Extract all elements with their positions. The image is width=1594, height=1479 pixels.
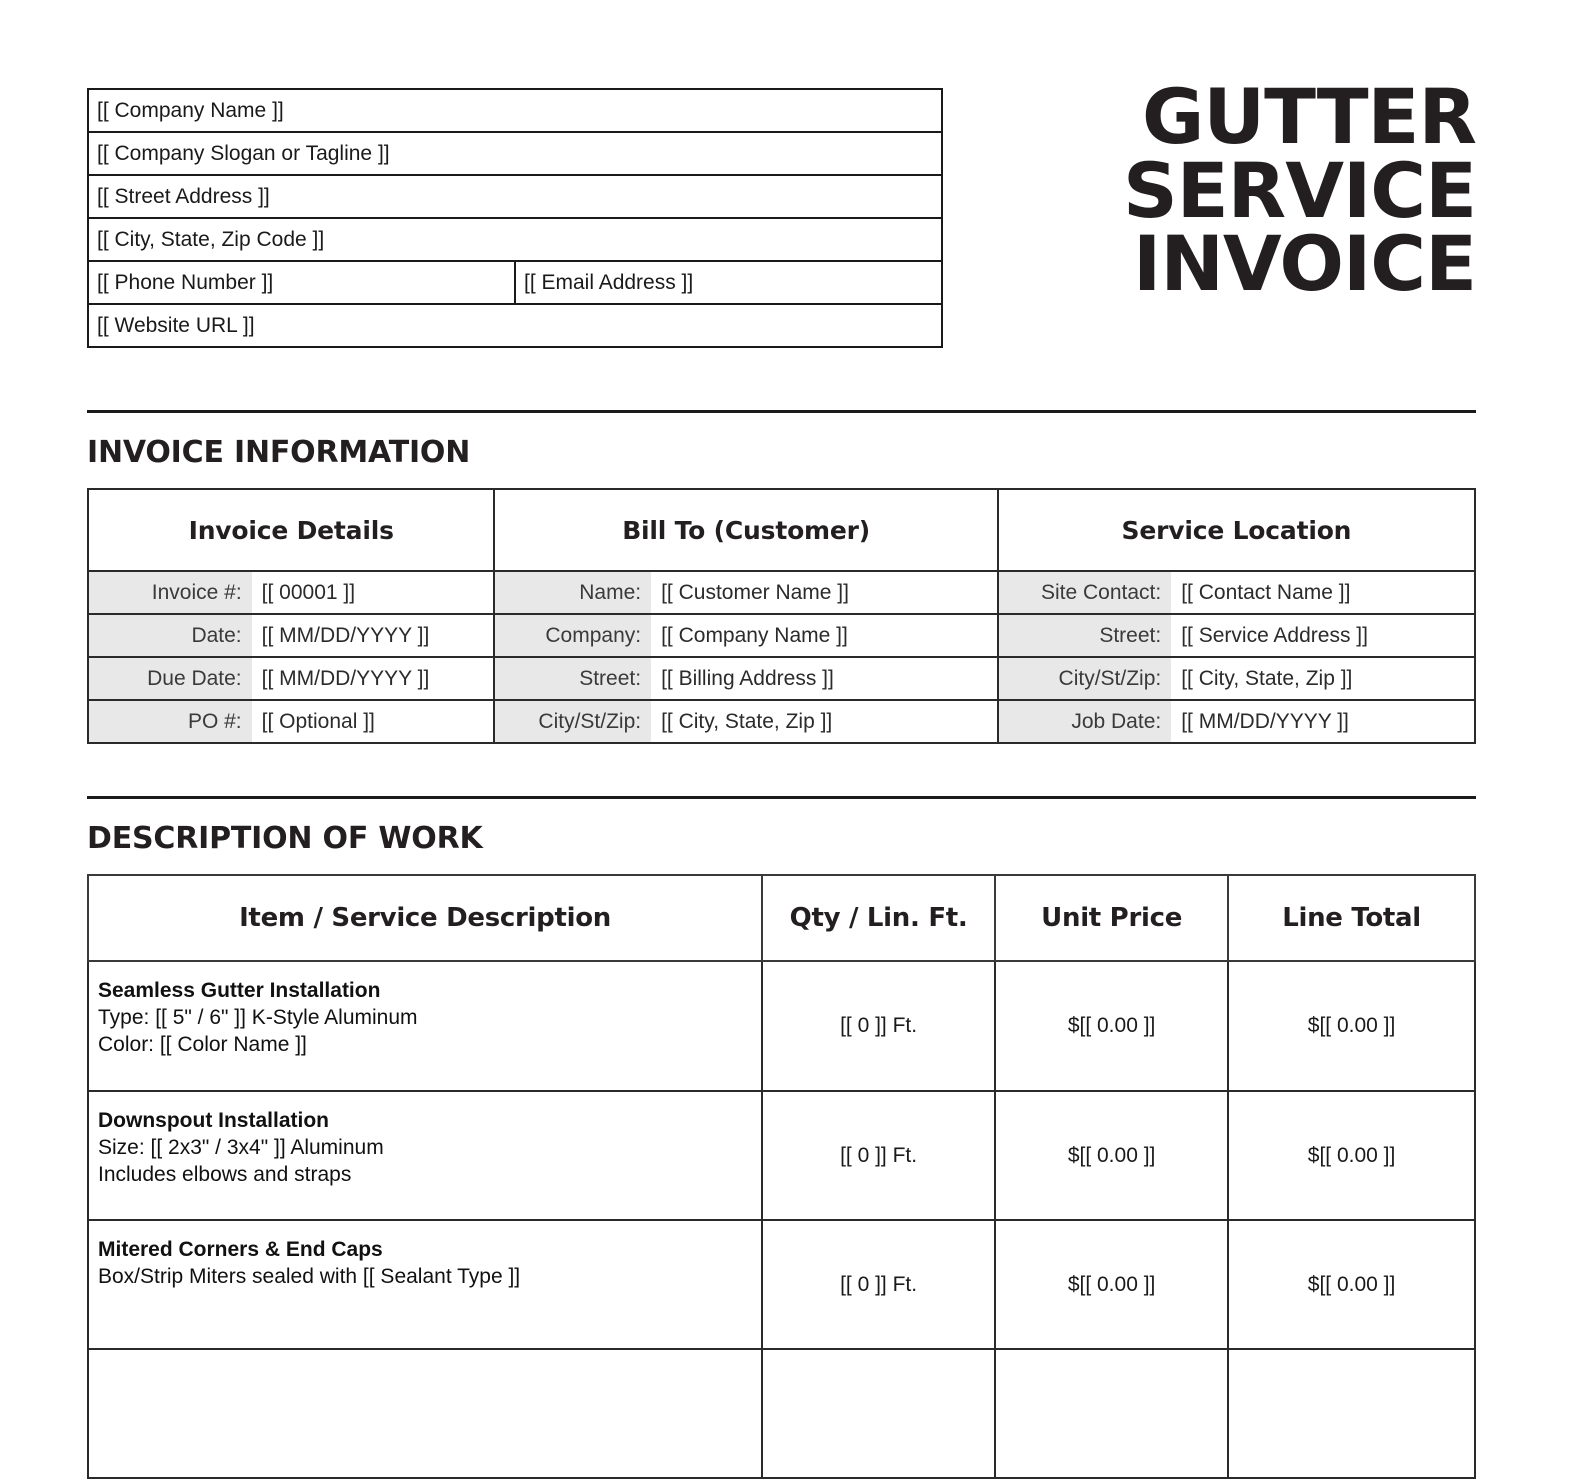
work-item-qty[interactable] [762, 1349, 995, 1478]
work-item-line-total[interactable]: $[[ 0.00 ]] [1228, 1091, 1475, 1220]
table-row [88, 700, 1475, 743]
title-line-1: GUTTER [1142, 72, 1476, 161]
label-bill-to-name: Name: [494, 571, 651, 614]
work-item-subline: Type: [[ 5" / 6" ]] K-Style Aluminum [98, 1005, 418, 1029]
work-item-qty[interactable]: [[ 0 ]] Ft. [762, 1091, 995, 1220]
table-row [88, 657, 1475, 700]
label-site-contact: Site Contact: [998, 571, 1171, 614]
work-items-block [87, 874, 1476, 1479]
company-info-table [87, 88, 943, 348]
label-due-date: Due Date: [88, 657, 252, 700]
value-site-contact[interactable]: [[ Contact Name ]] [1171, 571, 1475, 614]
header-unit-price: Unit Price [995, 875, 1228, 961]
section-heading-description-of-work: DESCRIPTION OF WORK [87, 821, 483, 856]
header-bill-to: Bill To (Customer) [494, 489, 997, 571]
label-po-number: PO #: [88, 700, 252, 743]
work-item-unit-price[interactable]: $[[ 0.00 ]] [995, 961, 1228, 1091]
value-bill-to-street[interactable]: [[ Billing Address ]] [651, 657, 998, 700]
work-item-line-total[interactable] [1228, 1349, 1475, 1478]
table-row [88, 132, 942, 175]
work-item-qty[interactable]: [[ 0 ]] Ft. [762, 1220, 995, 1349]
table-row [88, 1349, 1475, 1478]
invoice-information-table [87, 488, 1476, 744]
page-title [943, 72, 1476, 309]
value-bill-to-city-state-zip[interactable]: [[ City, State, Zip ]] [651, 700, 998, 743]
work-item-unit-price[interactable]: $[[ 0.00 ]] [995, 1220, 1228, 1349]
value-bill-to-name[interactable]: [[ Customer Name ]] [651, 571, 998, 614]
table-row [88, 89, 942, 132]
work-item-description[interactable] [88, 961, 762, 1091]
section-heading-invoice-information: INVOICE INFORMATION [87, 435, 471, 470]
label-bill-to-street: Street: [494, 657, 651, 700]
table-row [88, 614, 1475, 657]
header-invoice-details: Invoice Details [88, 489, 494, 571]
work-item-qty[interactable]: [[ 0 ]] Ft. [762, 961, 995, 1091]
table-row [88, 961, 1475, 1091]
value-po-number[interactable]: [[ Optional ]] [252, 700, 495, 743]
table-row [88, 1220, 1475, 1349]
work-item-line-total[interactable]: $[[ 0.00 ]] [1228, 961, 1475, 1091]
header-item-description: Item / Service Description [88, 875, 762, 961]
label-service-city-state-zip: City/St/Zip: [998, 657, 1171, 700]
table-header-row [88, 875, 1475, 961]
title-line-3: INVOICE [1133, 219, 1476, 309]
company-website-field[interactable]: [[ Website URL ]] [88, 304, 942, 347]
work-item-unit-price[interactable]: $[[ 0.00 ]] [995, 1091, 1228, 1220]
label-invoice-number: Invoice #: [88, 571, 252, 614]
work-items-table [87, 874, 1476, 1479]
work-item-unit-price[interactable] [995, 1349, 1228, 1478]
company-email-field[interactable]: [[ Email Address ]] [515, 261, 942, 304]
table-row [88, 175, 942, 218]
label-service-street: Street: [998, 614, 1171, 657]
work-item-subline: Color: [[ Color Name ]] [98, 1032, 307, 1056]
work-item-title: Mitered Corners & End Caps [98, 1238, 383, 1261]
company-name-field[interactable]: [[ Company Name ]] [88, 89, 942, 132]
label-job-date: Job Date: [998, 700, 1171, 743]
work-item-title: Seamless Gutter Installation [98, 979, 381, 1002]
header-line-total: Line Total [1228, 875, 1475, 961]
value-invoice-number[interactable]: [[ 00001 ]] [252, 571, 495, 614]
label-date: Date: [88, 614, 252, 657]
company-slogan-field[interactable]: [[ Company Slogan or Tagline ]] [88, 132, 942, 175]
work-item-description[interactable] [88, 1349, 762, 1478]
work-item-description[interactable] [88, 1220, 762, 1349]
work-item-subline: Box/Strip Miters sealed with [[ Sealant Type ]] [98, 1264, 521, 1288]
value-date[interactable]: [[ MM/DD/YYYY ]] [252, 614, 495, 657]
table-row [88, 571, 1475, 614]
header-section [0, 0, 1594, 348]
title-line-2: SERVICE [1123, 145, 1476, 235]
table-row [88, 1091, 1475, 1220]
company-street-field[interactable]: [[ Street Address ]] [88, 175, 942, 218]
table-header-row [88, 489, 1475, 571]
work-item-title: Downspout Installation [98, 1109, 329, 1132]
value-service-street[interactable]: [[ Service Address ]] [1171, 614, 1475, 657]
company-city-state-zip-field[interactable]: [[ City, State, Zip Code ]] [88, 218, 942, 261]
value-bill-to-company[interactable]: [[ Company Name ]] [651, 614, 998, 657]
table-row [88, 304, 942, 347]
table-row [88, 261, 942, 304]
header-qty: Qty / Lin. Ft. [762, 875, 995, 961]
company-phone-field[interactable]: [[ Phone Number ]] [88, 261, 515, 304]
value-service-city-state-zip[interactable]: [[ City, State, Zip ]] [1171, 657, 1475, 700]
label-bill-to-company: Company: [494, 614, 651, 657]
invoice-information-block [87, 488, 1476, 744]
header-service-location: Service Location [998, 489, 1475, 571]
work-item-subline: Size: [[ 2x3" / 3x4" ]] Aluminum [98, 1135, 384, 1159]
value-job-date[interactable]: [[ MM/DD/YYYY ]] [1171, 700, 1475, 743]
work-item-subline: Includes elbows and straps [98, 1162, 352, 1186]
label-bill-to-city-state-zip: City/St/Zip: [494, 700, 651, 743]
work-item-line-total[interactable]: $[[ 0.00 ]] [1228, 1220, 1475, 1349]
value-due-date[interactable]: [[ MM/DD/YYYY ]] [252, 657, 495, 700]
table-row [88, 218, 942, 261]
work-item-description[interactable] [88, 1091, 762, 1220]
